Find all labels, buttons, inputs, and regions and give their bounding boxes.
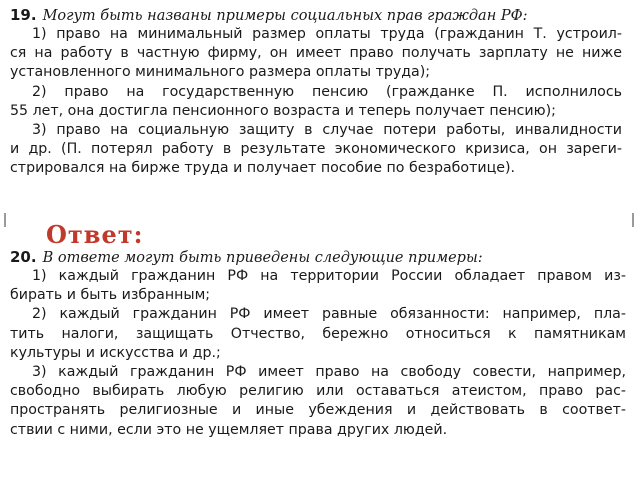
list-item (10, 267, 626, 305)
text-line: свободно выбирать любую религию или оставаться атеистом, право рас- (10, 383, 626, 400)
text-line: 1) каждый гражданин РФ на территории России обладает правом из- (32, 268, 626, 284)
divider-left-mark (4, 213, 6, 227)
text-line: и др. (П. потерял работу в результате экономического кризиса, он зареги- (10, 141, 622, 158)
list-item (10, 121, 622, 179)
list-item (10, 83, 622, 121)
question-20-title: В ответе могут быть приведены следующие примеры: (42, 250, 483, 266)
question-19 (10, 6, 622, 179)
text-line: пространять религиозные и иные убеждения и действовать в соответ- (10, 402, 626, 419)
answer-label: Ответ: (46, 220, 144, 249)
text-line: 3) право на социальную защиту в случае потери работы, инвалидности (32, 122, 622, 139)
list-item (10, 305, 626, 363)
question-19-answer-list (10, 25, 622, 179)
question-20-answer-list (10, 267, 626, 440)
text-line: 2) право на государственную пенсию (гражданке П. исполнилось (32, 83, 622, 100)
divider-right-mark (632, 213, 634, 227)
text-line: 3) каждый гражданин РФ имеет право на свободу совести, например, (32, 364, 626, 381)
text-line: ствии с ними, если это не ущемляет права других людей. (10, 421, 448, 438)
question-19-header (10, 6, 622, 25)
list-item (10, 25, 622, 83)
text-line: тить налоги, защищать Отчество, бережно относиться к памятникам (10, 325, 626, 342)
text-line: 1) право на минимальный размер оплаты труда (гражданин Т. устроил- (32, 26, 622, 42)
text-line: 2) каждый гражданин РФ имеет равные обязанности: например, пла- (32, 306, 626, 323)
list-item (10, 363, 626, 440)
question-19-number: 19. (10, 6, 37, 24)
text-line: установленного минимального размера оплаты труда); (10, 64, 431, 81)
question-20-number: 20. (10, 248, 37, 266)
question-20 (10, 248, 626, 440)
text-line: 55 лет, она достигла пенсионного возраста и теперь получает пенсию); (10, 102, 556, 119)
question-20-header (10, 248, 626, 267)
text-line: культуры и искусства и др.; (10, 344, 221, 361)
text-line: ся на работу в частную фирму, он имеет право получать зарплату не ниже (10, 45, 622, 62)
text-line: стрировался на бирже труда и получает пособие по безработице). (10, 160, 516, 177)
question-19-title: Могут быть названы примеры социальных прав граждан РФ: (42, 8, 528, 24)
text-line: бирать и быть избранным; (10, 287, 211, 304)
